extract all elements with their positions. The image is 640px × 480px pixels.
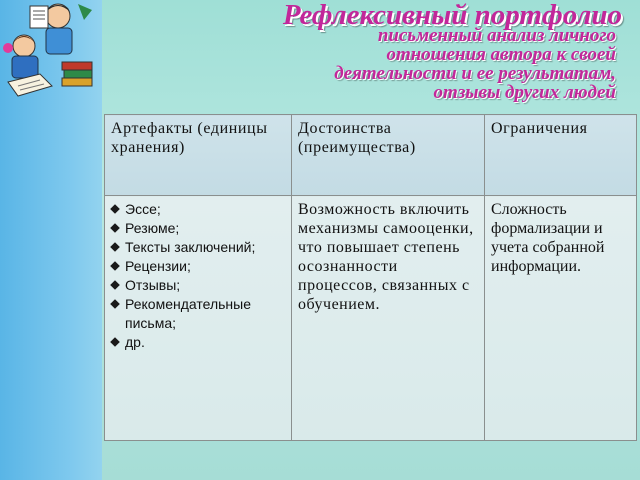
children-reading-clipart-icon: [0, 0, 100, 100]
list-item: Отзывы;: [111, 276, 285, 295]
advantages-cell: Возможность включить механизмы самооценки, что повышает степень осознанности процессов, связанных с обучением.: [292, 196, 485, 441]
artifacts-list: [111, 200, 285, 352]
subtitle-line: письменный анализ личного: [377, 25, 616, 46]
portfolio-table: [104, 114, 637, 441]
subtitle-line: деятельности и ее результатам,: [334, 63, 616, 84]
header-limitations: Ограничения: [485, 115, 637, 196]
list-item: Эссе;: [111, 200, 285, 219]
list-item: Рецензии;: [111, 257, 285, 276]
subtitle-line: отношения автора к своей: [386, 44, 616, 65]
header-advantages: Достоинства (преимущества): [292, 115, 485, 196]
list-item: Рекомендательные письма;: [111, 295, 285, 333]
slide-subtitle: [110, 26, 616, 102]
slide-title: Рефлексивный портфолио: [282, 0, 622, 31]
limitations-cell: Сложность формализации и учета собранной информации.: [485, 196, 637, 441]
list-item: Тексты заключений;: [111, 238, 285, 257]
artifacts-cell: [105, 196, 292, 441]
table-body-row: [105, 196, 637, 441]
list-item: Резюме;: [111, 219, 285, 238]
table-header-row: [105, 115, 637, 196]
list-item: др.: [111, 333, 285, 352]
header-artifacts: Артефакты (единицы хранения): [105, 115, 292, 196]
subtitle-line: отзывы других людей: [433, 82, 616, 103]
